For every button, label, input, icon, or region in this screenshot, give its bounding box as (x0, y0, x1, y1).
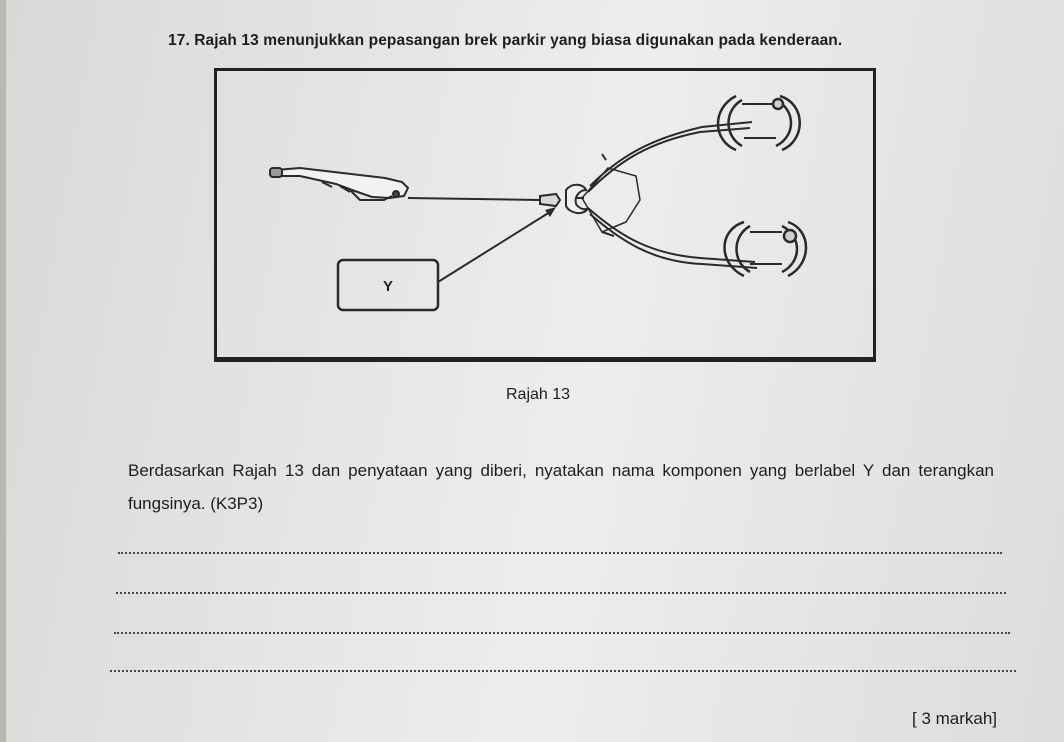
hand-brake-lever (270, 168, 408, 200)
answer-line[interactable] (118, 552, 1002, 554)
instruction-text: Berdasarkan Rajah 13 dan penyataan yang diberi, nyatakan nama komponen yang berlabel Y dan terangkan fungsinya. (K3P3) (128, 461, 994, 513)
answer-line[interactable] (110, 670, 1016, 672)
equalizer (540, 185, 588, 213)
label-y: Y (382, 278, 394, 295)
answer-line[interactable] (114, 632, 1010, 634)
rear-cables (582, 122, 757, 268)
marks-label: [ 3 markah] (912, 709, 998, 728)
rear-brake-shoe-top (718, 96, 800, 150)
figure-caption: Rajah 13 (506, 386, 571, 403)
question-text: 17. Rajah 13 menunjukkan pepasangan brek parkir yang biasa digunakan pada kenderaan. (168, 32, 843, 49)
rear-brake-shoe-bottom (725, 222, 807, 276)
label-y-arrow (438, 212, 550, 282)
answer-line[interactable] (116, 592, 1006, 594)
arrow-head (545, 207, 556, 217)
front-cable (408, 198, 540, 200)
